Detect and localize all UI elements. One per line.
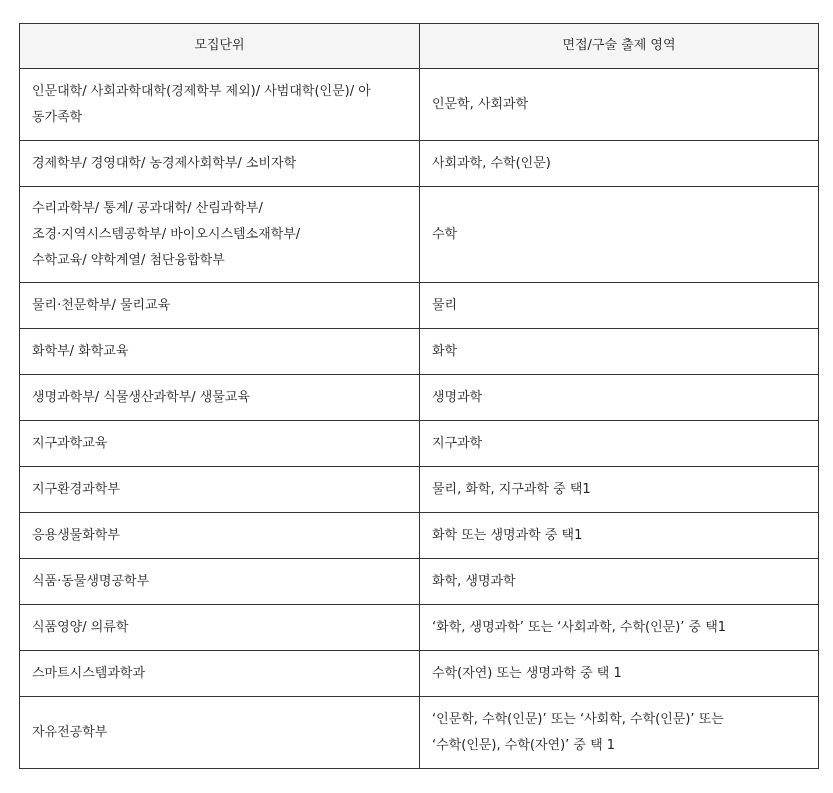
header-interview-area: 면접/구술 출제 영역 [420, 24, 819, 69]
table-row [20, 421, 819, 467]
unit-text: 화학부/ 화학교육 [32, 343, 129, 359]
unit-text: 식품영양/ 의류학 [32, 619, 129, 635]
area-cell [420, 141, 819, 187]
admission-table-wrapper [19, 23, 818, 769]
unit-text: 자유전공학부 [32, 724, 108, 740]
unit-text: 응용생물화학부 [32, 527, 120, 543]
table-row [20, 651, 819, 697]
unit-cell [20, 559, 420, 605]
table-row [20, 187, 819, 283]
unit-cell [20, 513, 420, 559]
area-cell [420, 187, 819, 283]
unit-cell [20, 187, 420, 283]
area-text: 수학(자연) 또는 생명과학 중 택 1 [432, 665, 622, 681]
area-cell [420, 467, 819, 513]
table-row [20, 605, 819, 651]
area-cell [420, 651, 819, 697]
table-row [20, 283, 819, 329]
area-cell [420, 513, 819, 559]
table-row [20, 375, 819, 421]
area-text: 물리 [432, 297, 458, 313]
table-row [20, 141, 819, 187]
header-unit: 모집단위 [20, 24, 420, 69]
area-cell [420, 283, 819, 329]
area-text: 지구과학 [432, 435, 483, 451]
area-text: 인문학, 사회과학 [432, 96, 529, 112]
area-cell [420, 605, 819, 651]
area-text: 화학, 생명과학 [432, 573, 516, 589]
unit-text: 동가족학 [32, 109, 83, 125]
unit-cell [20, 697, 420, 769]
area-cell [420, 69, 819, 141]
unit-cell [20, 467, 420, 513]
area-text: 물리, 화학, 지구과학 중 택1 [432, 481, 591, 497]
unit-text: 수학교육/ 약학계열/ 첨단융합학부 [32, 252, 225, 268]
area-text: 화학 [432, 343, 458, 359]
table-row [20, 697, 819, 769]
area-cell [420, 697, 819, 769]
area-text: ‘인문학, 수학(인문)’ 또는 ‘사회학, 수학(인문)’ 또는 [432, 711, 724, 727]
area-cell [420, 329, 819, 375]
unit-text: 지구과학교육 [32, 435, 108, 451]
table-header-row [20, 24, 819, 69]
area-cell [420, 559, 819, 605]
table-row [20, 329, 819, 375]
unit-cell [20, 375, 420, 421]
table-row [20, 467, 819, 513]
area-text: ‘화학, 생명과학’ 또는 ‘사회과학, 수학(인문)’ 중 택1 [432, 619, 727, 635]
area-text: 생명과학 [432, 389, 483, 405]
unit-text: 스마트시스템과학과 [32, 665, 146, 681]
unit-text: 지구환경과학부 [32, 481, 120, 497]
unit-cell [20, 69, 420, 141]
unit-cell [20, 421, 420, 467]
area-text: ‘수학(인문), 수학(자연)’ 중 택 1 [432, 737, 616, 753]
area-text: 화학 또는 생명과학 중 택1 [432, 527, 583, 543]
unit-text: 경제학부/ 경영대학/ 농경제사회학부/ 소비자학 [32, 155, 297, 171]
table-row [20, 513, 819, 559]
unit-cell [20, 605, 420, 651]
unit-text: 생명과학부/ 식물생산과학부/ 생물교육 [32, 389, 250, 405]
unit-text: 조경·지역시스템공학부/ 바이오시스템소재학부/ [32, 226, 301, 242]
unit-text: 인문대학/ 사회과학대학(경제학부 제외)/ 사범대학(인문)/ 아 [32, 83, 371, 99]
interview-subject-table [19, 23, 819, 769]
table-row [20, 559, 819, 605]
table-row [20, 69, 819, 141]
unit-cell [20, 283, 420, 329]
area-cell [420, 421, 819, 467]
unit-text: 물리·천문학부/ 물리교육 [32, 297, 171, 313]
unit-text: 수리과학부/ 통계/ 공과대학/ 산림과학부/ [32, 200, 263, 216]
unit-text: 식품·동물생명공학부 [32, 573, 150, 589]
unit-cell [20, 329, 420, 375]
unit-cell [20, 651, 420, 697]
area-cell [420, 375, 819, 421]
area-text: 사회과학, 수학(인문) [432, 155, 551, 171]
area-text: 수학 [432, 226, 458, 242]
unit-cell [20, 141, 420, 187]
